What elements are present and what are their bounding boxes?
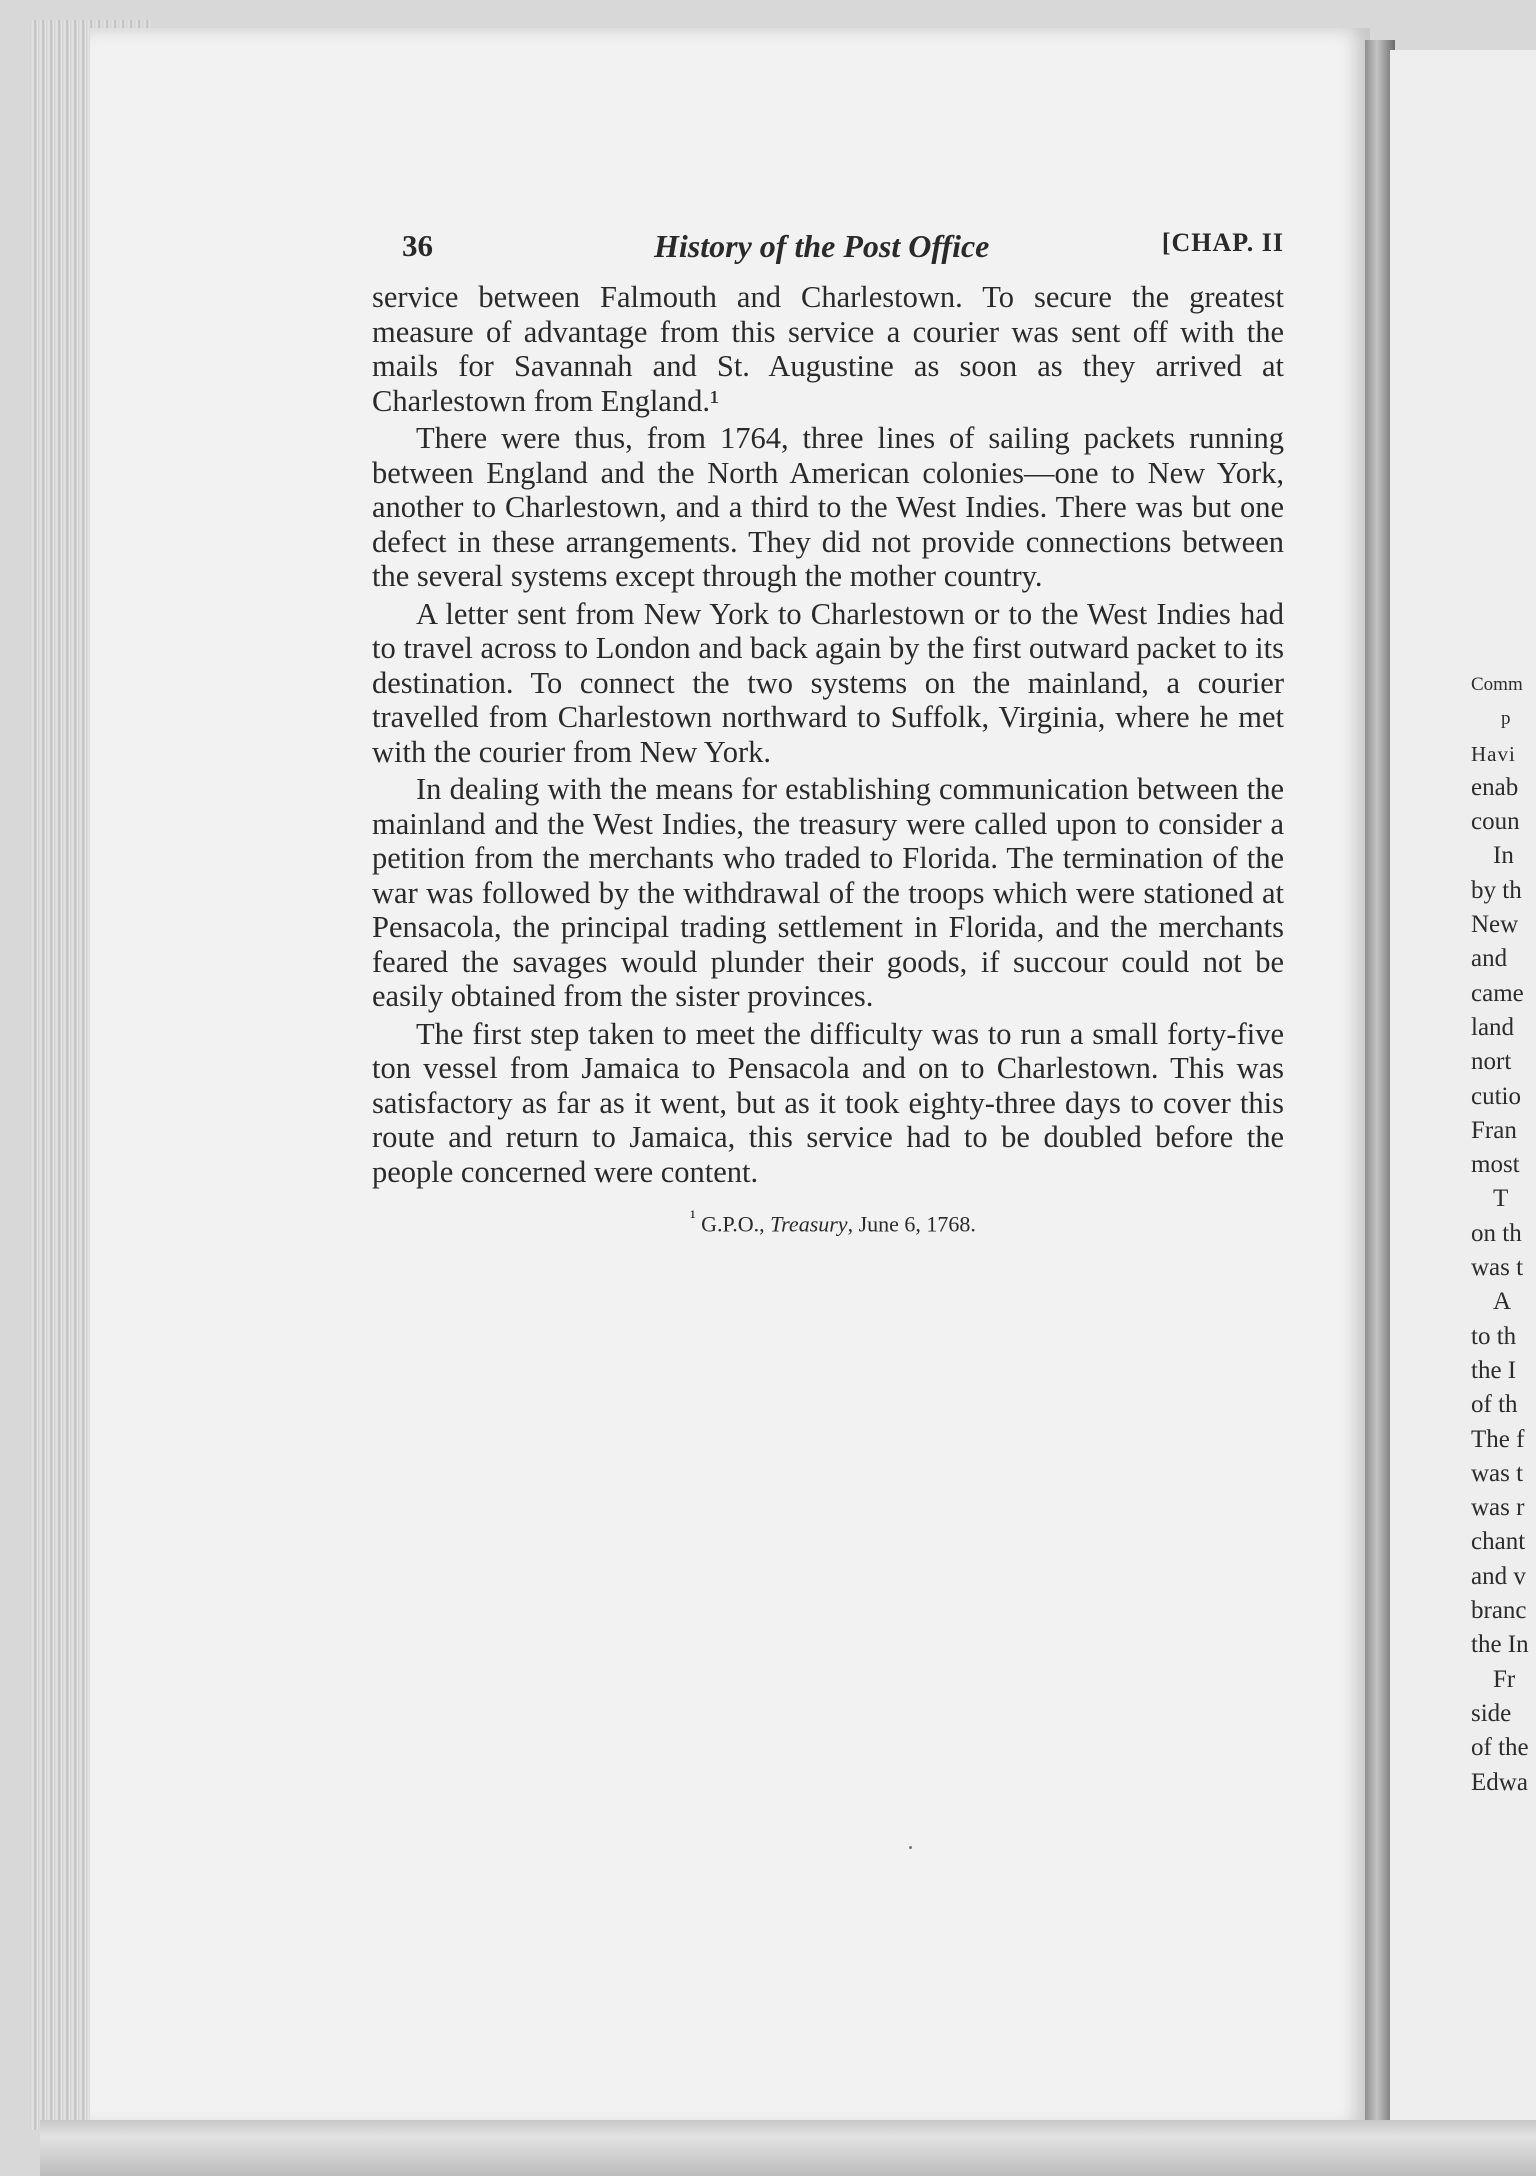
right-line: T bbox=[1493, 1185, 1509, 1213]
right-line: of the bbox=[1471, 1734, 1529, 1762]
paragraph: service between Falmouth and Charlestown. To secure the greatest measure of advantage from this service a courier was sent off with the mails for Savannah and St. Augustine as soon as they arrived at Charlestown from England.¹ bbox=[372, 280, 1284, 418]
right-line: was t bbox=[1471, 1254, 1524, 1282]
left-page-text bbox=[372, 228, 1284, 1237]
right-line: The f bbox=[1471, 1425, 1525, 1453]
right-line: the I bbox=[1471, 1356, 1517, 1384]
paragraph: A letter sent from New York to Charlestown or to the West Indies had to travel across to London and back again by the first outward packet to its destination. To connect the two systems on the mainland, a courier travelled from Charlestown northward to Suffolk, Virginia, where he met with the courier from New York. bbox=[372, 596, 1284, 769]
right-line: of th bbox=[1471, 1391, 1518, 1419]
footnote-source: Treasury bbox=[770, 1211, 848, 1237]
right-line: came bbox=[1471, 979, 1524, 1007]
right-line: most bbox=[1471, 1151, 1520, 1179]
right-line: In bbox=[1493, 842, 1514, 870]
right-line: New bbox=[1471, 911, 1519, 939]
right-line: and bbox=[1471, 945, 1508, 973]
right-line: was r bbox=[1471, 1494, 1525, 1522]
body-text bbox=[372, 280, 1284, 1189]
right-line: chant bbox=[1471, 1528, 1526, 1556]
right-line: Havi bbox=[1471, 741, 1516, 766]
footnote-prefix: G.P.O., bbox=[701, 1211, 771, 1237]
running-head bbox=[372, 228, 1284, 280]
right-line: the In bbox=[1471, 1631, 1529, 1659]
footnote-marker: ¹ bbox=[690, 1207, 696, 1227]
page-number: 36 bbox=[402, 228, 433, 263]
running-title: History of the Post Office bbox=[654, 228, 990, 264]
right-line: Comm bbox=[1471, 674, 1523, 695]
right-line: enab bbox=[1471, 773, 1519, 801]
right-line: A bbox=[1493, 1288, 1512, 1316]
right-line: Edwa bbox=[1471, 1768, 1528, 1796]
paragraph: In dealing with the means for establishing communication between the mainland and the West Indies, the treasury were called upon to consider a petition from the merchants who traded to Florida. The termination of the war was followed by the withdrawal of the troops which were stationed at Pensacola, the principal trading settlement in Florida, and the merchants feared the savages would plunder their goods, if succour could not be easily obtained from the sister provinces. bbox=[372, 772, 1284, 1013]
right-line: to th bbox=[1471, 1322, 1517, 1350]
right-line: and v bbox=[1471, 1562, 1526, 1590]
footnote bbox=[372, 1207, 1284, 1237]
right-line: cutio bbox=[1471, 1082, 1521, 1110]
paragraph: The first step taken to meet the difficulty was to run a small forty-five ton vessel from Jamaica to Pensacola and on to Charlestown. This was satisfactory as far as it went, but as it took eighty-three days to cover this route and return to Jamaica, this service had to be doubled before the people concerned were content. bbox=[372, 1016, 1284, 1189]
right-line: p bbox=[1501, 708, 1511, 730]
right-page-text bbox=[1471, 668, 1536, 1800]
speck bbox=[909, 1846, 912, 1849]
paragraph: There were thus, from 1764, three lines of sailing packets running between England and the North American colonies—one to New York, another to Charlestown, and a third to the West Indies. There was but one defect in these arrangements. They did not provide connections between the several systems except through the mother country. bbox=[372, 421, 1284, 593]
right-line: Fran bbox=[1471, 1116, 1517, 1144]
right-line: land bbox=[1471, 1013, 1515, 1041]
right-line: nort bbox=[1471, 1048, 1512, 1076]
right-line: on th bbox=[1471, 1219, 1522, 1247]
right-line: by th bbox=[1471, 876, 1522, 904]
right-line: coun bbox=[1471, 808, 1520, 836]
right-line: Fr bbox=[1493, 1665, 1516, 1693]
chapter-label: [CHAP. II bbox=[1161, 228, 1284, 257]
footnote-date: , June 6, 1768. bbox=[847, 1211, 976, 1237]
bottom-edge bbox=[40, 2120, 1536, 2176]
right-line: side bbox=[1471, 1699, 1512, 1727]
right-line: was t bbox=[1471, 1459, 1524, 1487]
right-line: branc bbox=[1471, 1597, 1527, 1625]
